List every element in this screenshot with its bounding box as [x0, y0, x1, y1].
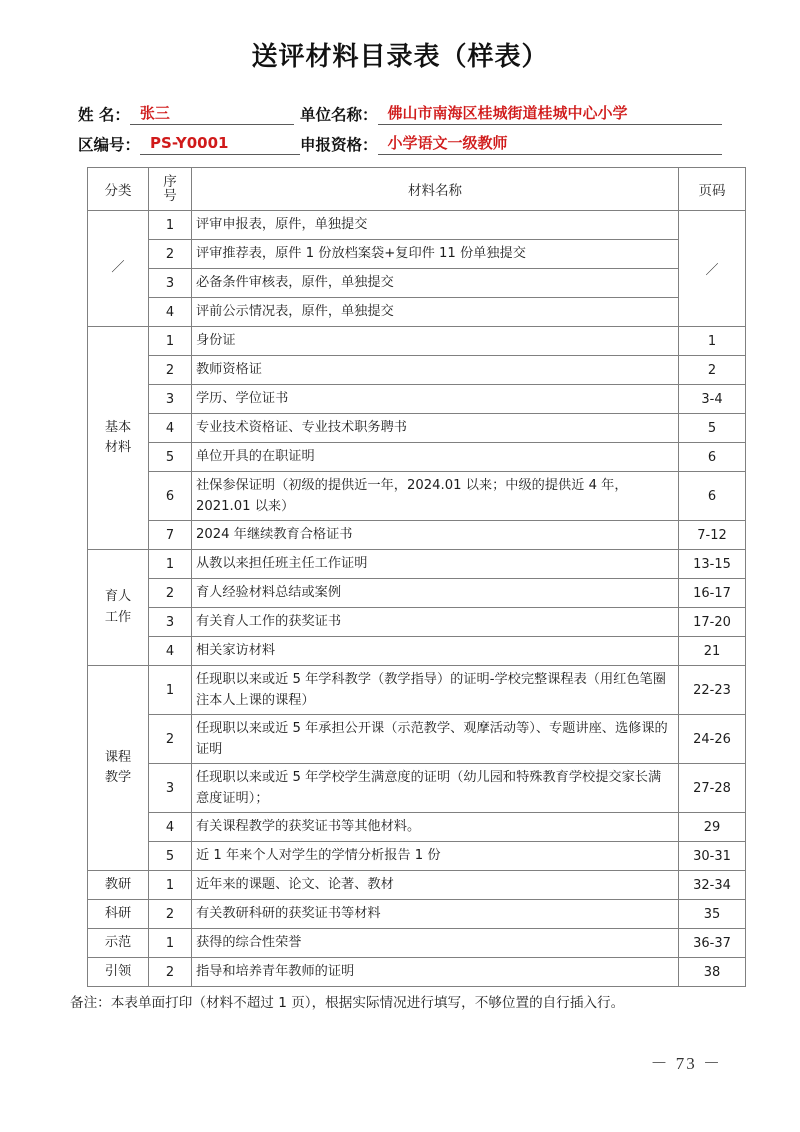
cell-sequence: 2: [149, 579, 192, 608]
cell-category: ／: [88, 211, 149, 327]
cell-sequence: 7: [149, 521, 192, 550]
cell-sequence: 3: [149, 608, 192, 637]
cell-material-name: 评审推荐表，原件 1 份放档案袋+复印件 11 份单独提交: [192, 240, 679, 269]
table-row: [88, 900, 746, 929]
cell-page: 27-28: [679, 764, 746, 813]
field-name: [78, 103, 300, 125]
cell-material-name: 获得的综合性荣誉: [192, 929, 679, 958]
table-header-row: [88, 168, 746, 211]
cell-sequence: 1: [149, 666, 192, 715]
field-name-label: 姓 名：: [78, 106, 130, 124]
table-row: [88, 715, 746, 764]
table-row: [88, 929, 746, 958]
table-row: [88, 521, 746, 550]
table-row: [88, 813, 746, 842]
table-row: [88, 211, 746, 240]
cell-page: 21: [679, 637, 746, 666]
cell-sequence: 5: [149, 443, 192, 472]
col-header-sequence: [149, 168, 192, 211]
remark-note: 备注：本表单面打印（材料不超过 1 页），根据实际情况进行填写，不够位置的自行插入行。: [70, 995, 625, 1011]
field-unit-label: 单位名称：: [300, 106, 378, 124]
cell-material-name: 从教以来担任班主任工作证明: [192, 550, 679, 579]
cell-sequence: 2: [149, 715, 192, 764]
col-header-material-name: 材料名称: [192, 168, 679, 211]
cell-material-name: 教师资格证: [192, 356, 679, 385]
cell-material-name: 社保参保证明（初级的提供近一年，2024.01 以来；中级的提供近 4 年，2021.01 以来）: [192, 472, 679, 521]
cell-page: 7-12: [679, 521, 746, 550]
cell-page: 38: [679, 958, 746, 987]
cell-sequence: 1: [149, 211, 192, 240]
table-row: [88, 472, 746, 521]
table-row: [88, 298, 746, 327]
cell-category: 育人 工作: [88, 550, 149, 666]
cell-sequence: 3: [149, 764, 192, 813]
cell-material-name: 任现职以来或近 5 年学校学生满意度的证明（幼儿园和特殊教育学校提交家长满意度证明）；: [192, 764, 679, 813]
cell-material-name: 2024 年继续教育合格证书: [192, 521, 679, 550]
cell-sequence: 5: [149, 842, 192, 871]
cell-material-name: 有关育人工作的获奖证书: [192, 608, 679, 637]
table-row: [88, 269, 746, 298]
cell-material-name: 学历、学位证书: [192, 385, 679, 414]
cell-category: 教研: [88, 871, 149, 900]
cell-material-name: 身份证: [192, 327, 679, 356]
table-row: [88, 550, 746, 579]
page-number: － 73 －: [650, 1054, 722, 1073]
table-row: [88, 608, 746, 637]
cell-sequence: 3: [149, 269, 192, 298]
table-row: [88, 958, 746, 987]
cell-page: 30-31: [679, 842, 746, 871]
cell-page: 5: [679, 414, 746, 443]
cell-page: ／: [679, 211, 746, 327]
cell-sequence: 2: [149, 958, 192, 987]
field-unit: [300, 103, 722, 125]
table-row: [88, 637, 746, 666]
table-row: [88, 385, 746, 414]
field-district-code-value[interactable]: PS-Y0001: [140, 133, 300, 155]
table-row: [88, 443, 746, 472]
table-row: [88, 579, 746, 608]
cell-material-name: 近 1 年来个人对学生的学情分析报告 1 份: [192, 842, 679, 871]
cell-page: 36-37: [679, 929, 746, 958]
cell-page: 16-17: [679, 579, 746, 608]
table-row: [88, 356, 746, 385]
cell-page: 2: [679, 356, 746, 385]
field-qualification: [300, 133, 722, 155]
col-header-sequence-line1: 序: [163, 173, 177, 190]
cell-material-name: 单位开具的在职证明: [192, 443, 679, 472]
header-fields: [0, 95, 800, 155]
cell-page: 17-20: [679, 608, 746, 637]
header-row-1: [78, 95, 722, 125]
table-row: [88, 666, 746, 715]
cell-material-name: 近年来的课题、论文、论著、教材: [192, 871, 679, 900]
cell-sequence: 2: [149, 900, 192, 929]
field-unit-value[interactable]: 佛山市南海区桂城街道桂城中心小学: [378, 103, 722, 125]
field-district-code: [78, 133, 300, 155]
cell-sequence: 3: [149, 385, 192, 414]
cell-page: 22-23: [679, 666, 746, 715]
cell-sequence: 4: [149, 414, 192, 443]
cell-category: 基本 材料: [88, 327, 149, 550]
col-header-page: 页码: [679, 168, 746, 211]
page-title: 送评材料目录表（样表）: [251, 42, 549, 72]
cell-page: 24-26: [679, 715, 746, 764]
cell-sequence: 1: [149, 550, 192, 579]
header-row-2: [78, 125, 722, 155]
cell-page: 6: [679, 443, 746, 472]
cell-material-name: 相关家访材料: [192, 637, 679, 666]
cell-sequence: 4: [149, 637, 192, 666]
cell-material-name: 专业技术资格证、专业技术职务聘书: [192, 414, 679, 443]
cell-category: 科研: [88, 900, 149, 929]
cell-sequence: 2: [149, 356, 192, 385]
table-row: [88, 842, 746, 871]
table-row: [88, 327, 746, 356]
cell-sequence: 4: [149, 813, 192, 842]
cell-material-name: 评审申报表，原件，单独提交: [192, 211, 679, 240]
field-qualification-label: 申报资格：: [300, 136, 378, 154]
cell-category: 示范: [88, 929, 149, 958]
cell-material-name: 育人经验材料总结或案例: [192, 579, 679, 608]
cell-material-name: 有关教研科研的获奖证书等材料: [192, 900, 679, 929]
cell-page: 29: [679, 813, 746, 842]
cell-sequence: 2: [149, 240, 192, 269]
cell-sequence: 1: [149, 327, 192, 356]
field-name-value[interactable]: 张三: [130, 103, 294, 125]
field-district-code-label: 区编号：: [78, 136, 141, 154]
cell-category: 引领: [88, 958, 149, 987]
cell-category: 课程 教学: [88, 666, 149, 871]
cell-material-name: 评前公示情况表，原件，单独提交: [192, 298, 679, 327]
cell-material-name: 必备条件审核表，原件，单独提交: [192, 269, 679, 298]
cell-page: 6: [679, 472, 746, 521]
table-head: [88, 168, 746, 211]
col-header-category: 分类: [88, 168, 149, 211]
cell-material-name: 任现职以来或近 5 年学科教学（教学指导）的证明-学校完整课程表（用红色笔圈注本人上课的课程）: [192, 666, 679, 715]
cell-page: 35: [679, 900, 746, 929]
table-row: [88, 764, 746, 813]
table-row: [88, 414, 746, 443]
field-qualification-value[interactable]: 小学语文一级教师: [378, 133, 722, 155]
cell-page: 32-34: [679, 871, 746, 900]
cell-sequence: 1: [149, 929, 192, 958]
cell-material-name: 指导和培养青年教师的证明: [192, 958, 679, 987]
table-row: [88, 240, 746, 269]
table-row: [88, 871, 746, 900]
cell-sequence: 6: [149, 472, 192, 521]
col-header-sequence-line2: 号: [163, 188, 177, 204]
cell-material-name: 有关课程教学的获奖证书等其他材料。: [192, 813, 679, 842]
cell-sequence: 4: [149, 298, 192, 327]
cell-material-name: 任现职以来或近 5 年承担公开课（示范教学、观摩活动等）、专题讲座、选修课的证明: [192, 715, 679, 764]
cell-sequence: 1: [149, 871, 192, 900]
materials-table-wrapper: [0, 167, 800, 987]
materials-table: [87, 167, 746, 987]
cell-page: 13-15: [679, 550, 746, 579]
cell-page: 1: [679, 327, 746, 356]
table-body: [88, 211, 746, 987]
cell-page: 3-4: [679, 385, 746, 414]
